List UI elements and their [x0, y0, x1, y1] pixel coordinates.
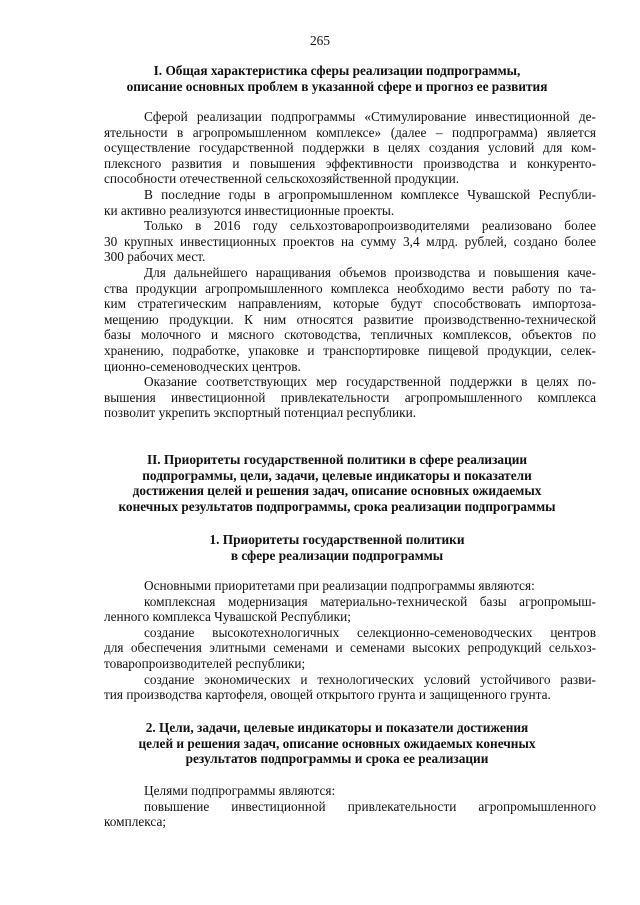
text-line: осуществление государственной поддержки в целях создания условий для ком- [104, 140, 596, 156]
heading-line: достижения целей и решения задач, описание основных ожидаемых [132, 483, 542, 499]
text-line: комплексная модернизация материально-технической базы агропромыш- [144, 593, 596, 609]
text-line: ятельности в агропромышленном комплексе» (далее – подпрограмма) является [104, 124, 596, 140]
section-1-heading [80, 63, 594, 94]
heading-line: целей и решения задач, описание основных ожидаемых конечных [138, 735, 536, 751]
subsection-2-body [104, 783, 596, 830]
text-line: способности отечественной сельскохозяйственной продукции. [104, 171, 460, 187]
text-line: хранению, подработке, упаковке и транспортировке пищевой продукции, селек- [104, 342, 596, 358]
text-line: 30 крупных инвестиционных проектов на сумму 3,4 млрд. рублей, создано более [104, 233, 596, 249]
text-line: 300 рабочих мест. [104, 249, 206, 265]
subsection-2-heading [80, 720, 594, 767]
heading-line: подпрограммы, цели, задачи, целевые индикаторы и показатели [142, 467, 532, 483]
text-line: комплекса; [104, 814, 167, 830]
heading-line: описание основных проблем в указанной сфере и прогноз ее развития [126, 78, 548, 94]
paragraph [104, 783, 596, 799]
section-2-heading [80, 452, 594, 514]
text-line: Для дальнейшего наращивания объемов производства и повышения каче- [144, 264, 596, 280]
text-line: мещению продукции. К ним относятся развитие производственно-технической [104, 311, 596, 327]
text-line: Основными приоритетами при реализации подпрограммы являются: [144, 578, 535, 593]
text-line: позволит укрепить экспортный потенциал республики. [104, 405, 417, 421]
paragraph [104, 218, 596, 265]
text-line: товаропроизводителей республики; [104, 655, 306, 671]
paragraph [104, 109, 596, 187]
text-line: Оказание соответствующих мер государственной поддержки в целях по- [144, 374, 596, 390]
text-line: Только в 2016 году сельхозтоваропроизводителями реализовано более [144, 218, 596, 234]
heading-line: 2. Цели, задачи, целевые индикаторы и показатели достижения [145, 720, 529, 735]
paragraph [104, 625, 596, 672]
text-line: базы молочного и мясного скотоводства, тепличных комплексов, объектов по [104, 327, 596, 343]
text-line: создание высокотехнологичных селекционно-семеноводческих центров [144, 624, 596, 640]
text-line: В последние годы в агропромышленном комплексе Чувашской Республи- [144, 186, 596, 202]
text-line: ленного комплекса Чувашской Республики; [104, 609, 351, 625]
text-line: ким стратегическим направлениям, которые будут способствовать импортоза- [104, 296, 596, 312]
text-line: повышение инвестиционной привлекательности агропромышленного [144, 798, 596, 814]
text-line: ционно-семеноводческих центров. [104, 358, 301, 374]
text-line: для обеспечения элитными семенами и семенами высоких репродукций сельхоз- [104, 640, 596, 656]
heading-line: конечных результатов подпрограммы, срока реализации подпрограммы [118, 498, 556, 514]
paragraph [104, 594, 596, 625]
paragraph [104, 799, 596, 830]
text-line: создание экономических и технологических условий устойчивого разви- [144, 671, 596, 687]
page-number: 265 [310, 33, 330, 48]
paragraph [104, 374, 596, 421]
text-line: тия производства картофеля, овощей открытого грунта и защищенного грунта. [104, 687, 551, 703]
paragraph [104, 187, 596, 218]
heading-line: в сфере реализации подпрограммы [230, 547, 444, 563]
subsection-1-heading [80, 532, 594, 563]
text-line: ки активно реализуются инвестиционные проекты. [104, 202, 395, 218]
heading-line: II. Приоритеты государственной политики в сфере реализации [146, 452, 528, 467]
subsection-1-body [104, 578, 596, 703]
paragraph [104, 672, 596, 703]
paragraph [104, 265, 596, 374]
text-line: ства продукции агропромышленного комплекса необходимо вести работу по та- [104, 280, 596, 296]
heading-line: I. Общая характеристика сферы реализации подпрограммы, [153, 63, 521, 78]
section-1-body [104, 109, 596, 421]
text-line: плексного развития и повышения эффективности производства и конкуренто- [104, 155, 596, 171]
text-line: Сферой реализации подпрограммы «Стимулирование инвестиционной де- [144, 109, 596, 124]
heading-line: 1. Приоритеты государственной политики [209, 532, 465, 547]
text-line: вышения инвестиционной привлекательности агропромышленного комплекса [104, 389, 596, 405]
paragraph [104, 578, 596, 594]
heading-line: результатов подпрограммы и срока ее реализации [185, 751, 489, 767]
text-line: Целями подпрограммы являются: [144, 783, 336, 798]
